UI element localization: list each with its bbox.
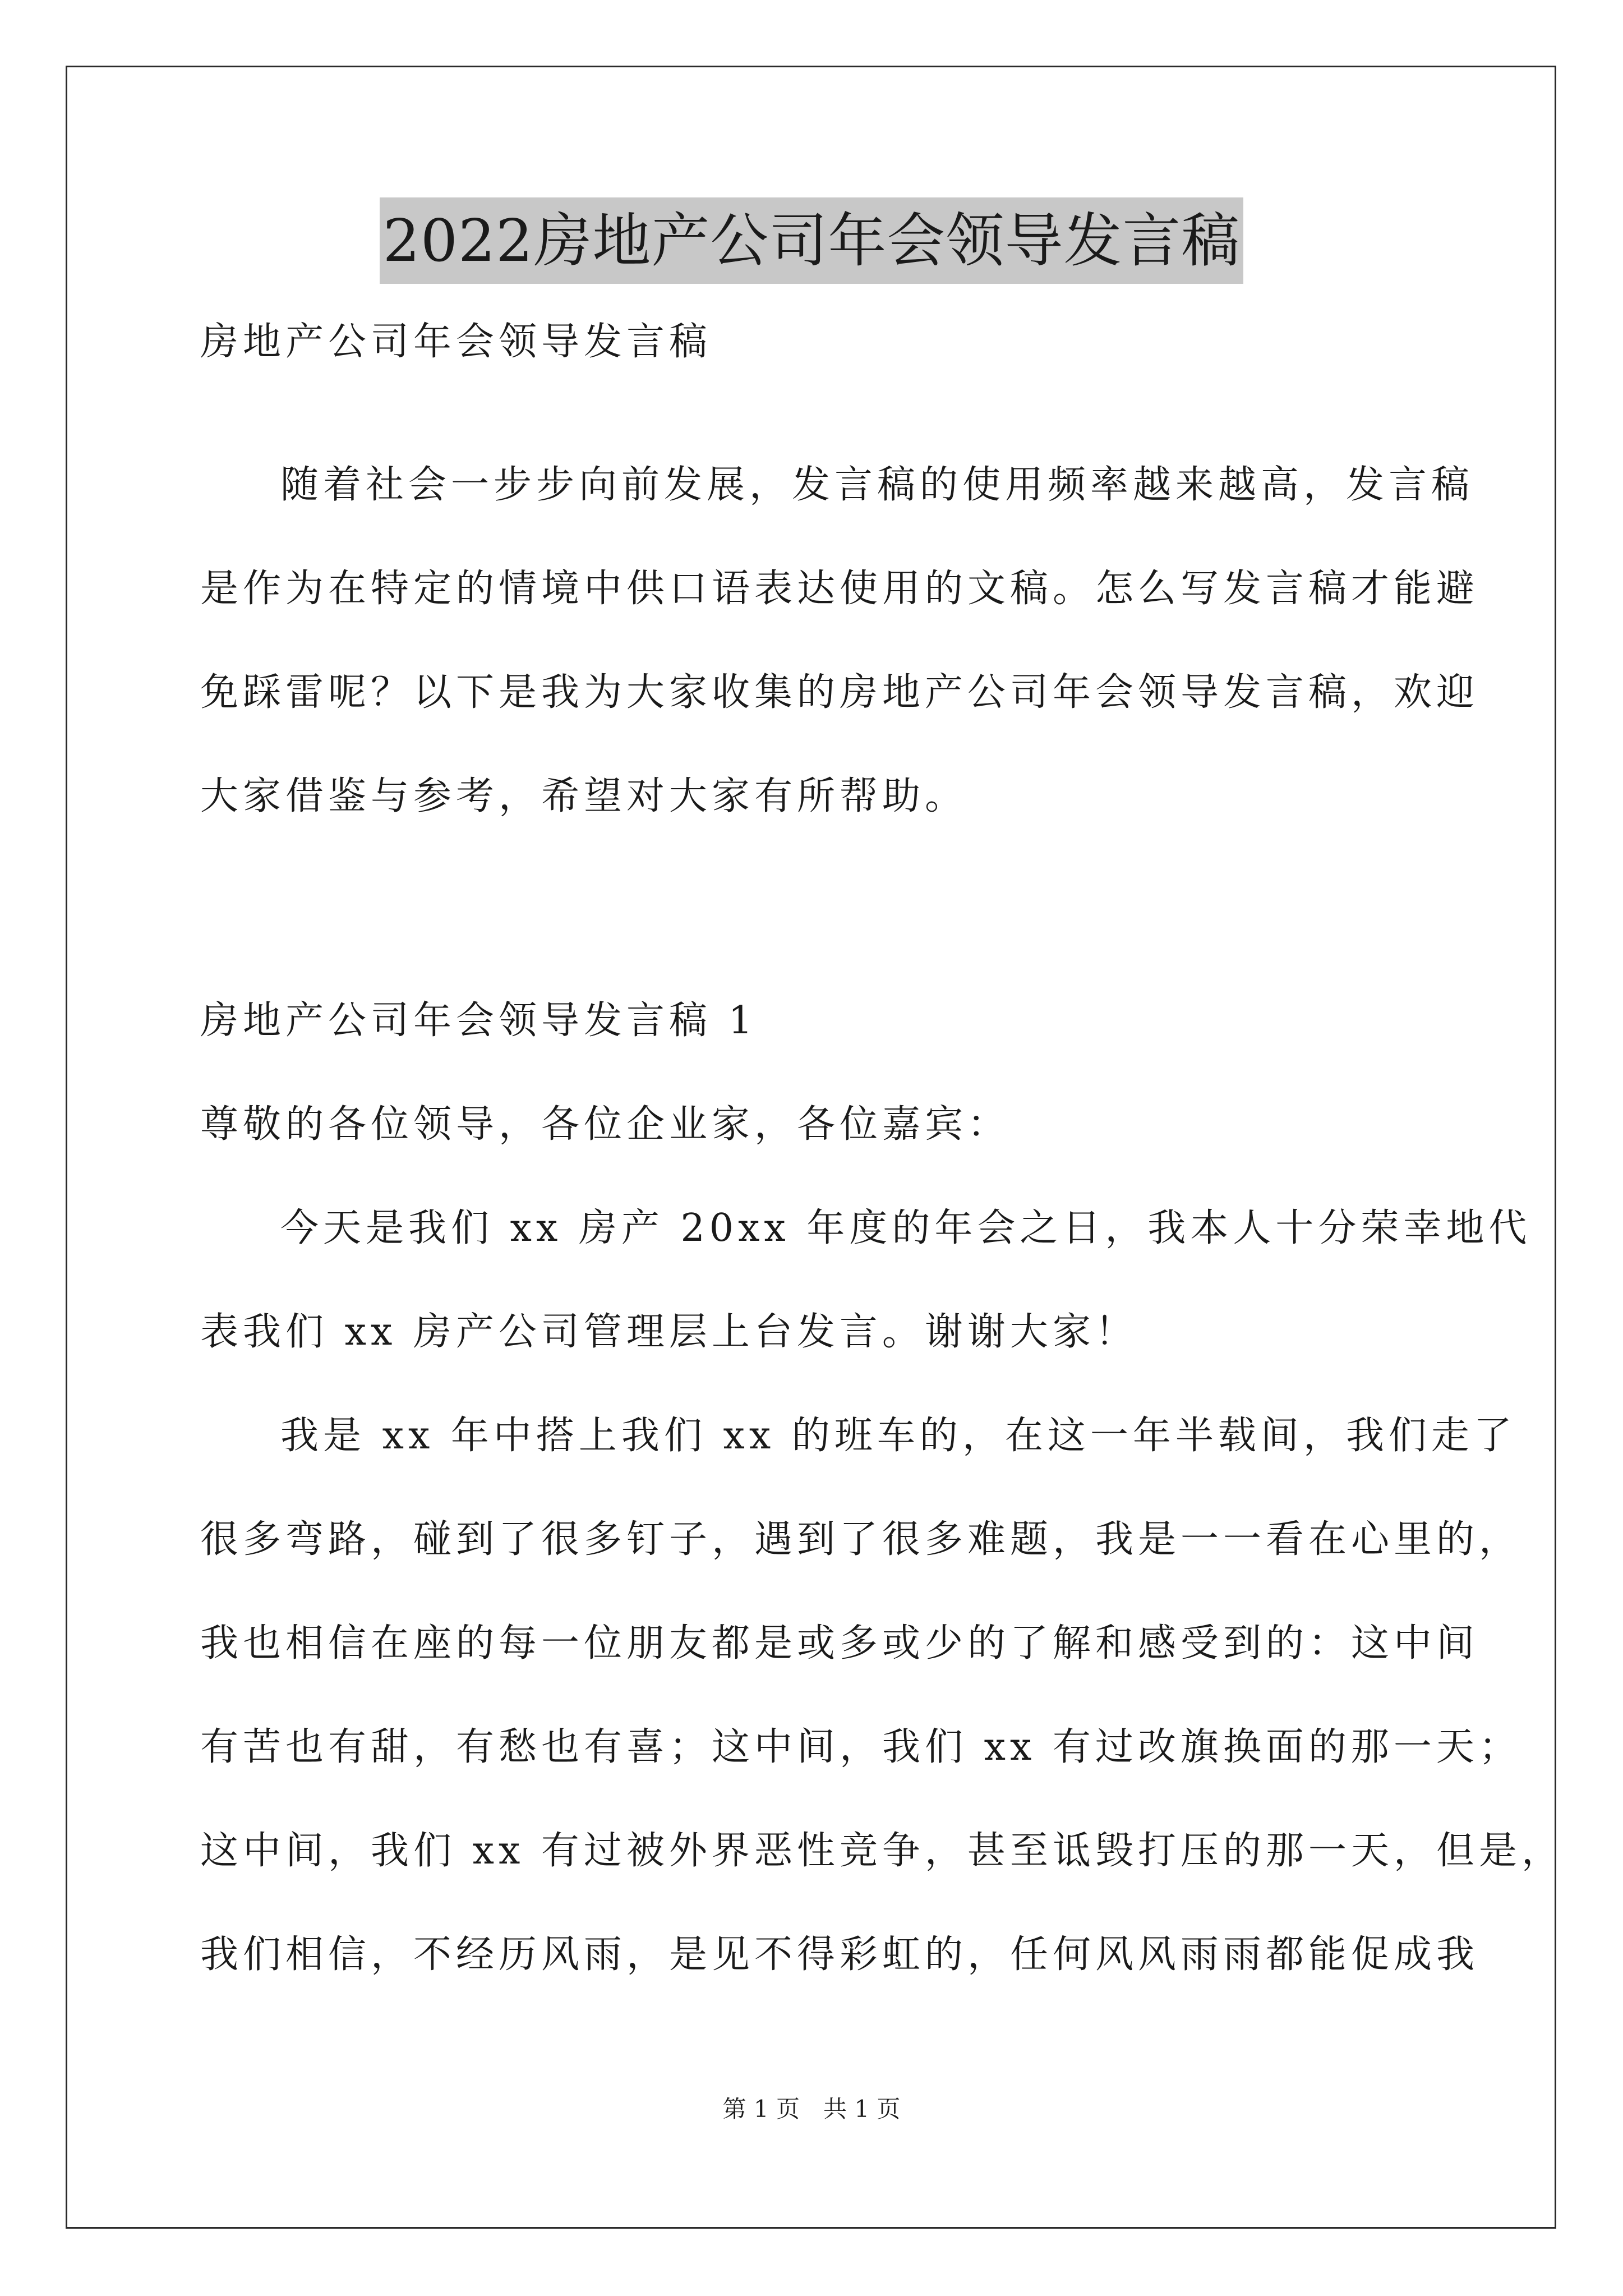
salutation-line: 尊敬的各位领导，各位企业家，各位嘉宾： — [200, 1102, 1011, 1147]
paragraph-line: 大家借鉴与参考，希望对大家有所帮助。 — [200, 774, 968, 818]
paragraph-line: 免踩雷呢？以下是我为大家收集的房地产公司年会领导发言稿，欢迎 — [200, 670, 1479, 715]
paragraph-line: 是作为在特定的情境中供口语表达使用的文稿。怎么写发言稿才能避 — [200, 567, 1479, 611]
paragraph-line: 很多弯路，碰到了很多钉子，遇到了很多难题，我是一一看在心里的， — [200, 1517, 1522, 1562]
section-heading: 房地产公司年会领导发言稿 1 — [200, 999, 757, 1043]
paragraph-line: 今天是我们 xx 房产 20xx 年度的年会之日，我本人十分荣幸地代 — [280, 1206, 1532, 1250]
document-title: 2022房地产公司年会领导发言稿 — [380, 197, 1244, 284]
title-wrap — [0, 197, 1623, 284]
paragraph-line: 表我们 xx 房产公司管理层上台发言。谢谢大家！ — [200, 1310, 1138, 1354]
paragraph-line: 随着社会一步步向前发展，发言稿的使用频率越来越高，发言稿 — [280, 463, 1474, 507]
paragraph-line: 我是 xx 年中搭上我们 xx 的班车的，在这一年半载间，我们走了 — [280, 1414, 1516, 1458]
paragraph-line: 我们相信，不经历风雨，是见不得彩虹的，任何风风雨雨都能促成我 — [200, 1932, 1479, 1977]
page-footer: 第 1 页 共 1 页 — [722, 2095, 901, 2123]
subtitle-line: 房地产公司年会领导发言稿 — [200, 320, 712, 364]
paragraph-line: 我也相信在座的每一位朋友都是或多或少的了解和感受到的：这中间 — [200, 1621, 1479, 1665]
paragraph-line: 有苦也有甜，有愁也有喜；这中间，我们 xx 有过改旗换面的那一天； — [200, 1725, 1521, 1769]
paragraph-line: 这中间，我们 xx 有过被外界恶性竞争，甚至诋毁打压的那一天，但是， — [200, 1829, 1564, 1873]
